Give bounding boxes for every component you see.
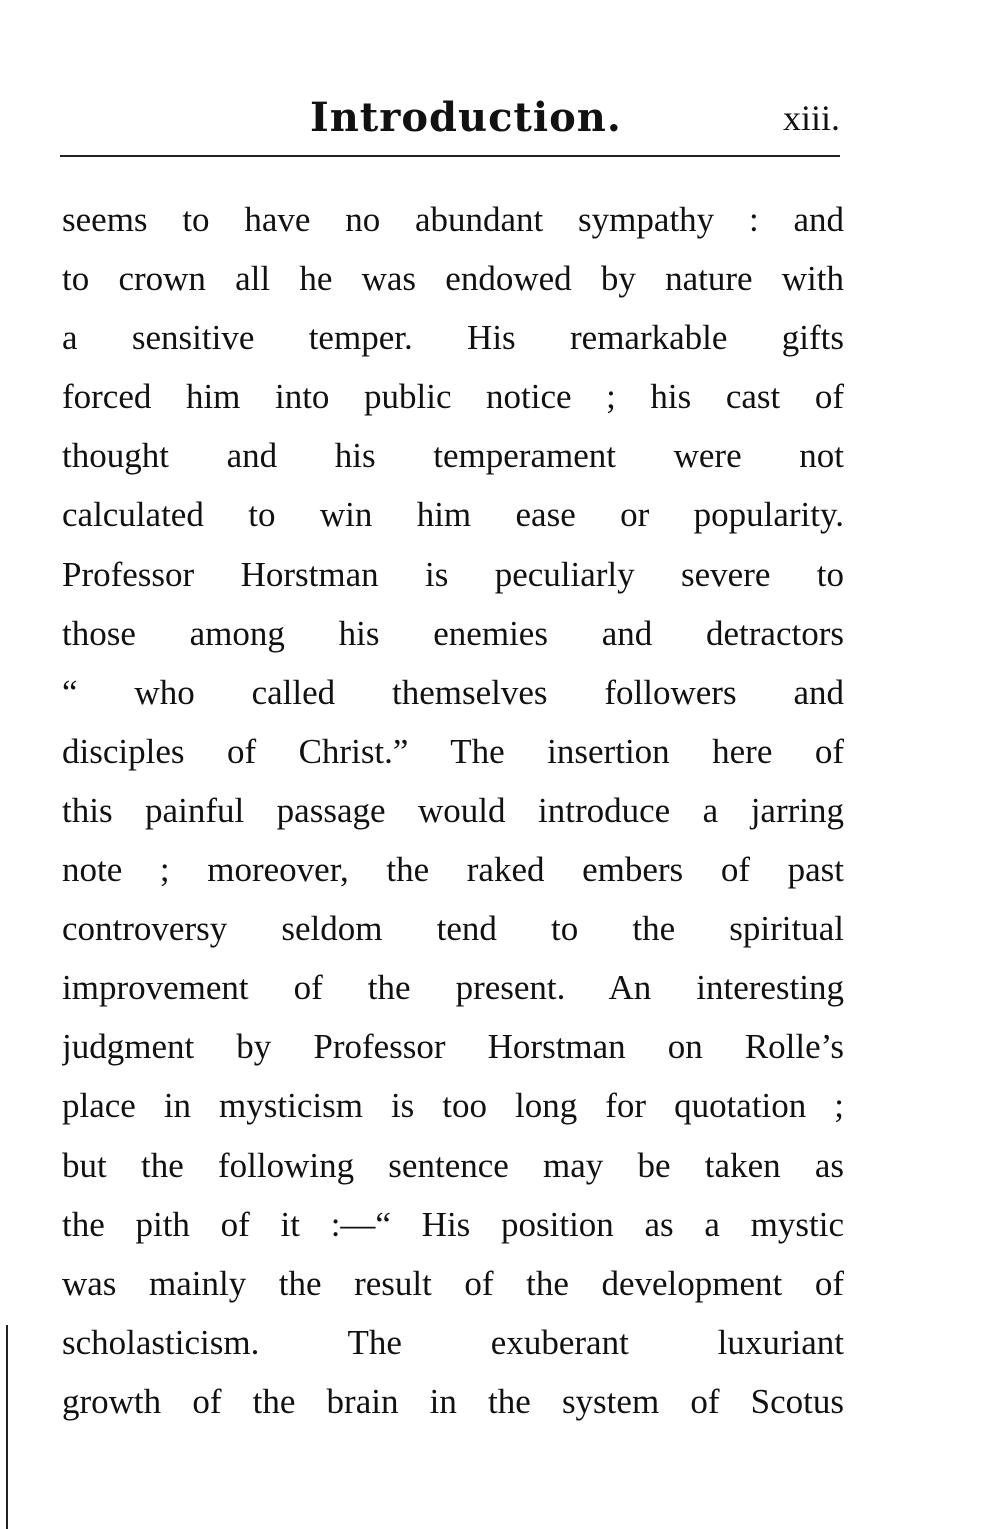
- running-head: [60, 88, 840, 148]
- text-line: “ who called themselves followers and: [62, 672, 844, 712]
- text-line: place in mysticism is too long for quotation ;: [62, 1086, 844, 1126]
- text-line: growth of the brain in the system of Scotus: [62, 1381, 844, 1421]
- running-title: Introduction.: [310, 94, 622, 141]
- page-number: xiii.: [782, 98, 840, 138]
- text-line: the pith of it :—“ His position as a mystic: [62, 1204, 844, 1244]
- text-line: those among his enemies and detractors: [62, 613, 844, 653]
- text-line: forced him into public notice ; his cast of: [62, 377, 844, 417]
- header-divider: [60, 155, 840, 157]
- text-line: this painful passage would introduce a jarring: [62, 790, 844, 830]
- text-line: controversy seldom tend to the spiritual: [62, 909, 844, 949]
- text-line: note ; moreover, the raked embers of past: [62, 850, 844, 890]
- text-line: Professor Horstman is peculiarly severe to: [62, 554, 844, 594]
- text-line: thought and his temperament were not: [62, 436, 844, 476]
- text-line: to crown all he was endowed by nature with: [62, 259, 844, 299]
- text-line: calculated to win him ease or popularity.: [62, 495, 844, 535]
- text-line: a sensitive temper. His remarkable gifts: [62, 318, 844, 358]
- scan-edge-line: [6, 1325, 8, 1529]
- body-text: [62, 190, 844, 1431]
- text-line: was mainly the result of the development of: [62, 1263, 844, 1303]
- text-line: seems to have no abundant sympathy : and: [62, 200, 844, 239]
- text-line: disciples of Christ.” The insertion here of: [62, 731, 844, 771]
- text-line: judgment by Professor Horstman on Rolle’s: [62, 1027, 844, 1067]
- text-line: but the following sentence may be taken as: [62, 1145, 844, 1185]
- text-line: scholasticism. The exuberant luxuriant: [62, 1322, 844, 1362]
- text-line: improvement of the present. An interesting: [62, 968, 844, 1008]
